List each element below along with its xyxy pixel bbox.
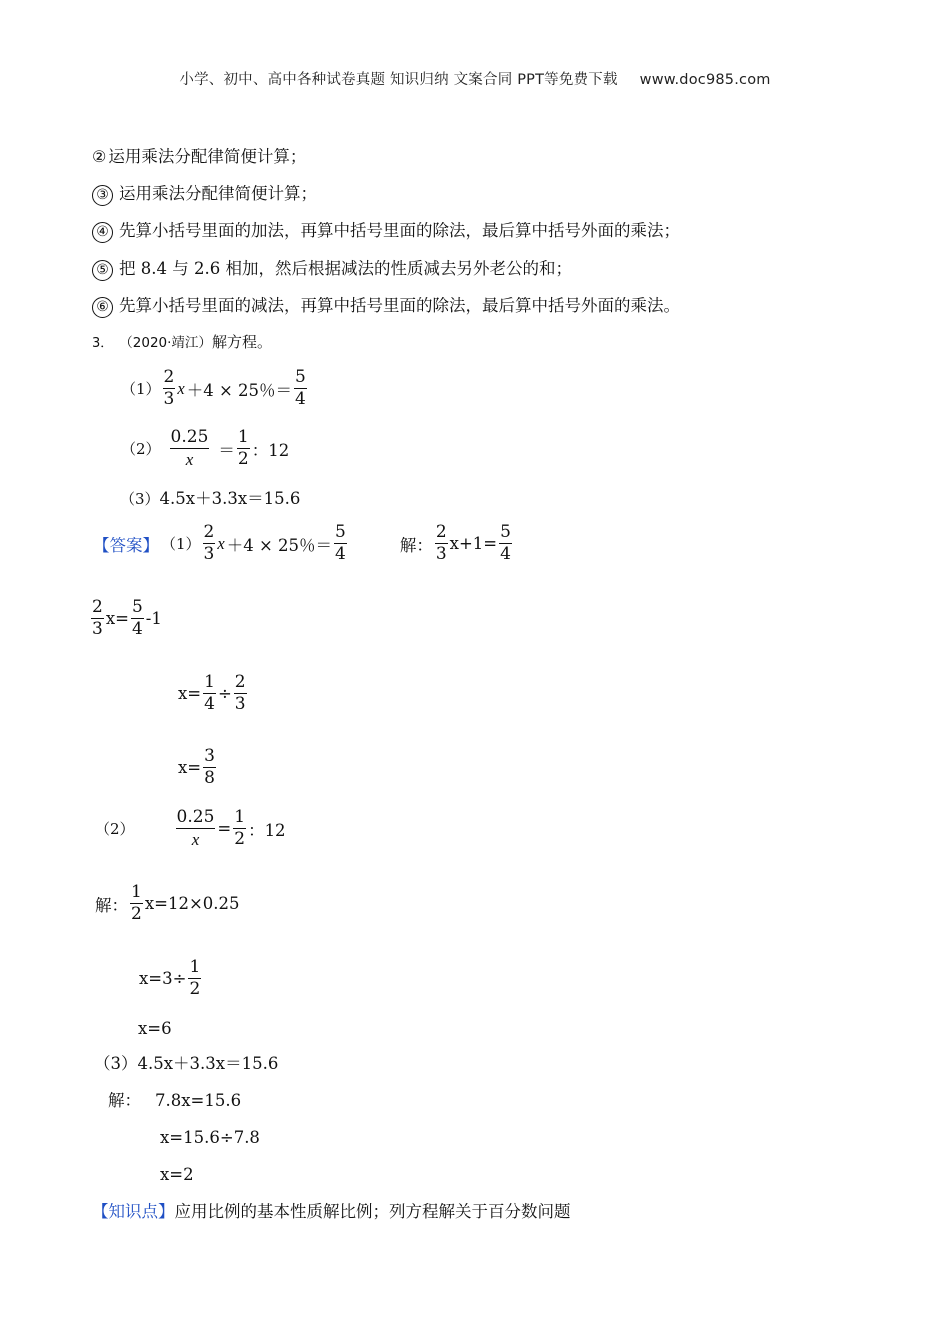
fraction-one-half: $\frac{1}{2}$ xyxy=(131,882,142,925)
equals-sign: = xyxy=(217,819,232,839)
step-5 xyxy=(92,258,572,281)
step-mark: ⑤ xyxy=(92,260,113,281)
question-source: （2020·靖江） xyxy=(119,335,212,351)
fraction-one-fourth: $\frac{1}{4}$ xyxy=(204,672,215,715)
expression-text: ＋4 × 25％＝ xyxy=(186,380,293,400)
step-text: 先算小括号里面的减法，再算中括号里面的除法，最后算中括号外面的乘法。 xyxy=(119,296,680,315)
fraction-five-fourths: $\frac{5}{4}$ xyxy=(295,367,306,410)
knowledge-point xyxy=(92,1201,571,1223)
step-expr: x=6 xyxy=(138,1019,172,1038)
knowledge-text: 应用比例的基本性质解比例；列方程解关于百分数问题 xyxy=(174,1202,571,1221)
header-site-link[interactable]: www.doc985.com xyxy=(639,72,771,88)
step-expr: x+1= xyxy=(449,534,498,554)
jie-label: 解： xyxy=(95,895,128,915)
item-text: 4.5x＋3.3x＝15.6 xyxy=(159,489,301,508)
answer-3-step-1 xyxy=(108,1090,241,1112)
answer-label: （3）4.5x＋3.3x＝15.6 xyxy=(94,1054,279,1073)
equals-sign: ＝ xyxy=(218,440,235,460)
step-mark: ② xyxy=(92,147,107,166)
fraction-two-thirds: $\frac{2}{3}$ xyxy=(435,522,447,565)
step-mark: ④ xyxy=(92,222,113,243)
answer-label: （2） xyxy=(95,820,135,839)
item-label: （2） xyxy=(121,440,161,459)
fraction-five-fourths: $\frac{5}{4}$ xyxy=(335,522,346,565)
header-text: 小学、初中、高中各种试卷真题 知识归纳 文案合同 PPT等免费下载 xyxy=(179,72,618,88)
step-expr: x=12×0.25 xyxy=(144,894,240,914)
step-2 xyxy=(92,146,306,168)
ratio-text: ：12 xyxy=(248,820,286,840)
step-expr: x=15.6÷7.8 xyxy=(160,1128,260,1147)
fraction-five-fourths: $\frac{5}{4}$ xyxy=(500,522,511,565)
jie-label: 解： xyxy=(399,535,433,555)
fraction-three-eighths: $\frac{3}{8}$ xyxy=(204,746,215,789)
question-item-2 xyxy=(120,428,290,469)
step-expr: x=3÷ xyxy=(139,969,187,989)
fraction-two-thirds: $\frac{2}{3}$ xyxy=(234,672,246,715)
jie-label: 解： xyxy=(108,1091,141,1110)
answer-2-step-1 xyxy=(94,883,241,924)
question-item-3 xyxy=(120,488,300,510)
step-text: 把 8.4 与 2.6 相加，然后根据减法的性质减去另外老公的和； xyxy=(119,259,572,278)
expression-text: ＋4 × 25％＝ xyxy=(226,535,333,555)
ratio-text: ：12 xyxy=(251,440,290,460)
step-expr: x=2 xyxy=(160,1165,194,1184)
step-tail: -1 xyxy=(145,609,162,629)
step-expr: x= xyxy=(178,684,202,704)
answer-1-step-4 xyxy=(177,747,217,788)
fraction-one-half: $\frac{1}{2}$ xyxy=(237,427,249,470)
answer-tag: 【答案】 xyxy=(93,535,159,555)
fraction-quarter-over-x: $\frac{0.25}{x}$ xyxy=(176,807,215,850)
answer-part-2 xyxy=(94,808,287,849)
answer-2-step-3 xyxy=(138,1018,172,1040)
question-number: 3． xyxy=(92,336,114,351)
answer-3-step-2 xyxy=(160,1127,260,1149)
var-x: x xyxy=(217,533,225,553)
item-label: （3） xyxy=(120,490,160,508)
step-3 xyxy=(92,183,317,206)
fraction-five-fourths: $\frac{5}{4}$ xyxy=(131,597,143,640)
item-label: （1） xyxy=(121,380,161,399)
step-expr: 7.8x=15.6 xyxy=(155,1091,242,1110)
answer-part-1 xyxy=(92,523,513,564)
fraction-two-thirds: $\frac{2}{3}$ xyxy=(163,367,175,410)
step-mark: ③ xyxy=(92,185,113,206)
fraction-two-thirds: $\frac{2}{3}$ xyxy=(92,597,103,640)
divide-sign: ÷ xyxy=(217,684,232,704)
step-text: 运用乘法分配律简便计算； xyxy=(108,147,307,166)
step-text: 运用乘法分配律简便计算； xyxy=(119,184,317,203)
answer-1-step-2 xyxy=(90,598,163,639)
answer-part-3 xyxy=(94,1053,278,1075)
fraction-quarter-over-x: $\frac{0.25}{x}$ xyxy=(170,427,209,470)
knowledge-tag: 【知识点】 xyxy=(92,1202,175,1221)
fraction-two-thirds: $\frac{2}{3}$ xyxy=(203,522,215,565)
answer-3-step-3 xyxy=(160,1164,194,1186)
answer-1-step-3 xyxy=(177,673,248,714)
answer-2-step-2 xyxy=(138,958,202,999)
step-mark: ⑥ xyxy=(92,297,113,318)
fraction-one-half: $\frac{1}{2}$ xyxy=(189,957,201,1000)
question-item-1 xyxy=(120,368,308,409)
question-heading xyxy=(92,331,272,352)
step-4 xyxy=(92,220,680,243)
step-text: 先算小括号里面的加法，再算中括号里面的除法，最后算中括号外面的乘法； xyxy=(119,221,680,240)
var-x: x xyxy=(177,378,185,398)
answer-label: （1） xyxy=(161,535,201,554)
fraction-one-half: $\frac{1}{2}$ xyxy=(234,807,246,850)
step-6 xyxy=(92,295,680,318)
page-header xyxy=(0,68,950,89)
step-expr: x= xyxy=(178,758,202,778)
question-title: 解方程。 xyxy=(211,333,272,351)
step-expr: x= xyxy=(105,609,129,629)
